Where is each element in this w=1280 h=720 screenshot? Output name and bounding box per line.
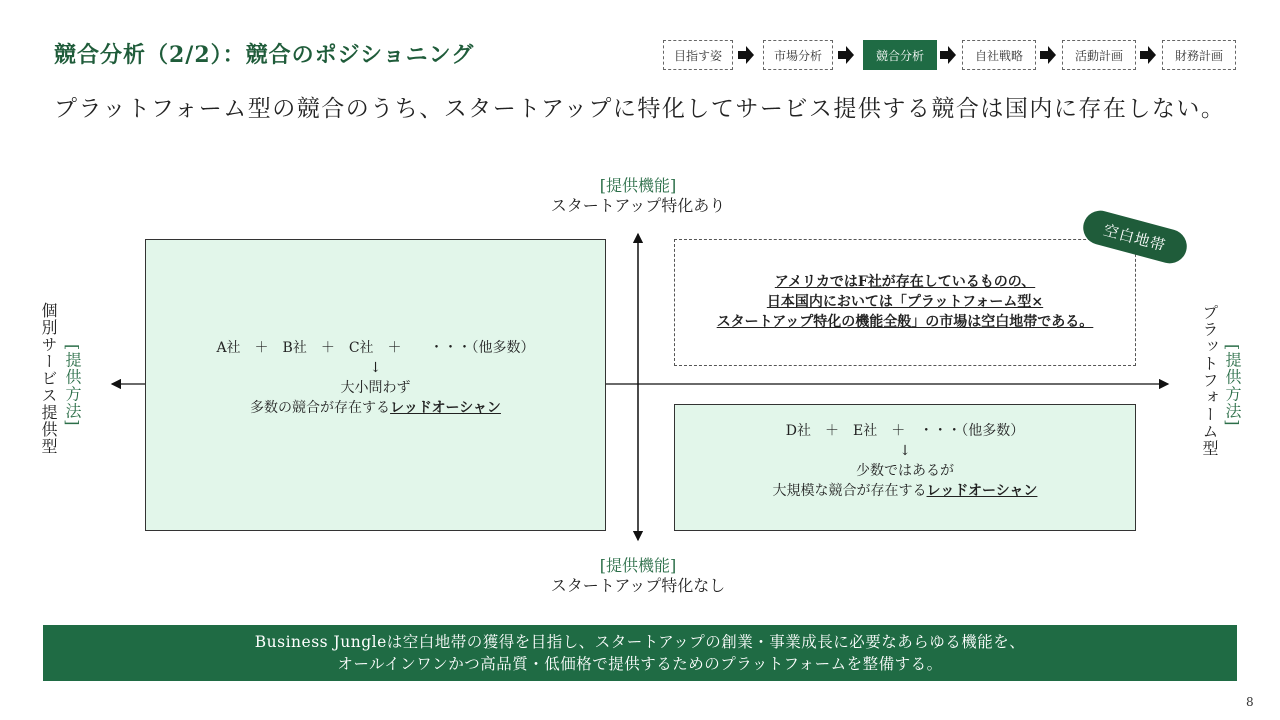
axis-top-text: スタートアップ特化あり <box>550 196 726 215</box>
right-red-ocean: レッドオーシャン <box>926 483 1038 499</box>
summary-banner <box>43 625 1237 681</box>
axis-left-text: 個別サービス提供型 <box>39 302 58 455</box>
page-number: 8 <box>1246 695 1254 709</box>
step-own-strategy: 自社戦略 <box>962 40 1036 70</box>
step-financial-plan: 財務計画 <box>1162 40 1236 70</box>
down-arrow-icon: ↓ <box>369 360 382 376</box>
axis-bottom-text: スタートアップ特化なし <box>550 576 726 595</box>
quadrant-platform-text <box>674 421 1136 501</box>
left-conclusion: 多数の競合が存在する <box>250 400 391 416</box>
white-space-line-3: スタートアップ特化の機能全般」の市場は空白地帯である。 <box>716 314 1094 330</box>
step-competitor-analysis: 競合分析 <box>863 40 937 70</box>
quadrant-left-text <box>145 338 606 418</box>
white-space-line-2: 日本国内においては「プラットフォーム型× <box>766 294 1044 310</box>
down-arrow-icon: ↓ <box>899 443 911 459</box>
axis-bottom-tag: [提供機能] <box>599 556 677 575</box>
left-size-note: 大小問わず <box>340 380 411 396</box>
axis-top-tag: [提供機能] <box>599 176 677 195</box>
right-size-note: 少数ではあるが <box>856 463 954 479</box>
right-competitors: D社 ＋ E社 ＋ ・・・（他多数） <box>785 423 1025 439</box>
page-title: 競合分析（2/2）：競合のポジショニング <box>54 42 475 68</box>
axis-top-label <box>538 176 738 216</box>
key-message: プラットフォーム型の競合のうち、スタートアップに特化してサービス提供する競合は国内に存在しない。 <box>54 96 1226 122</box>
summary-line-1: Business Jungleは空白地帯の獲得を目指し、スタートアップの創業・事業成長に必要なあらゆる機能を、 <box>254 633 1026 651</box>
axis-right-tag: [提供方法] <box>1223 344 1242 427</box>
step-activity-plan: 活動計画 <box>1062 40 1136 70</box>
white-space-badge: 空白地帯 <box>1079 207 1190 267</box>
white-space-line-1: アメリカではF社が存在しているものの、 <box>774 274 1036 290</box>
left-competitors: A社 ＋ B社 ＋ C社 ＋ ・・・（他多数） <box>216 340 535 356</box>
axis-bottom-label <box>538 556 738 596</box>
right-conclusion: 大規模な競合が存在する <box>772 483 927 499</box>
step-mezasu-sugata: 目指す姿 <box>663 40 733 70</box>
left-red-ocean: レッドオーシャン <box>390 400 501 416</box>
step-market-analysis: 市場分析 <box>763 40 833 70</box>
quadrant-white-space-text <box>674 272 1136 332</box>
axis-left-tag: [提供方法] <box>63 344 82 427</box>
summary-line-2: オールインワンかつ高品質・低価格で提供するためのプラットフォームを整備する。 <box>337 655 943 673</box>
axis-right-text: プラットフォーム型 <box>1200 304 1219 457</box>
